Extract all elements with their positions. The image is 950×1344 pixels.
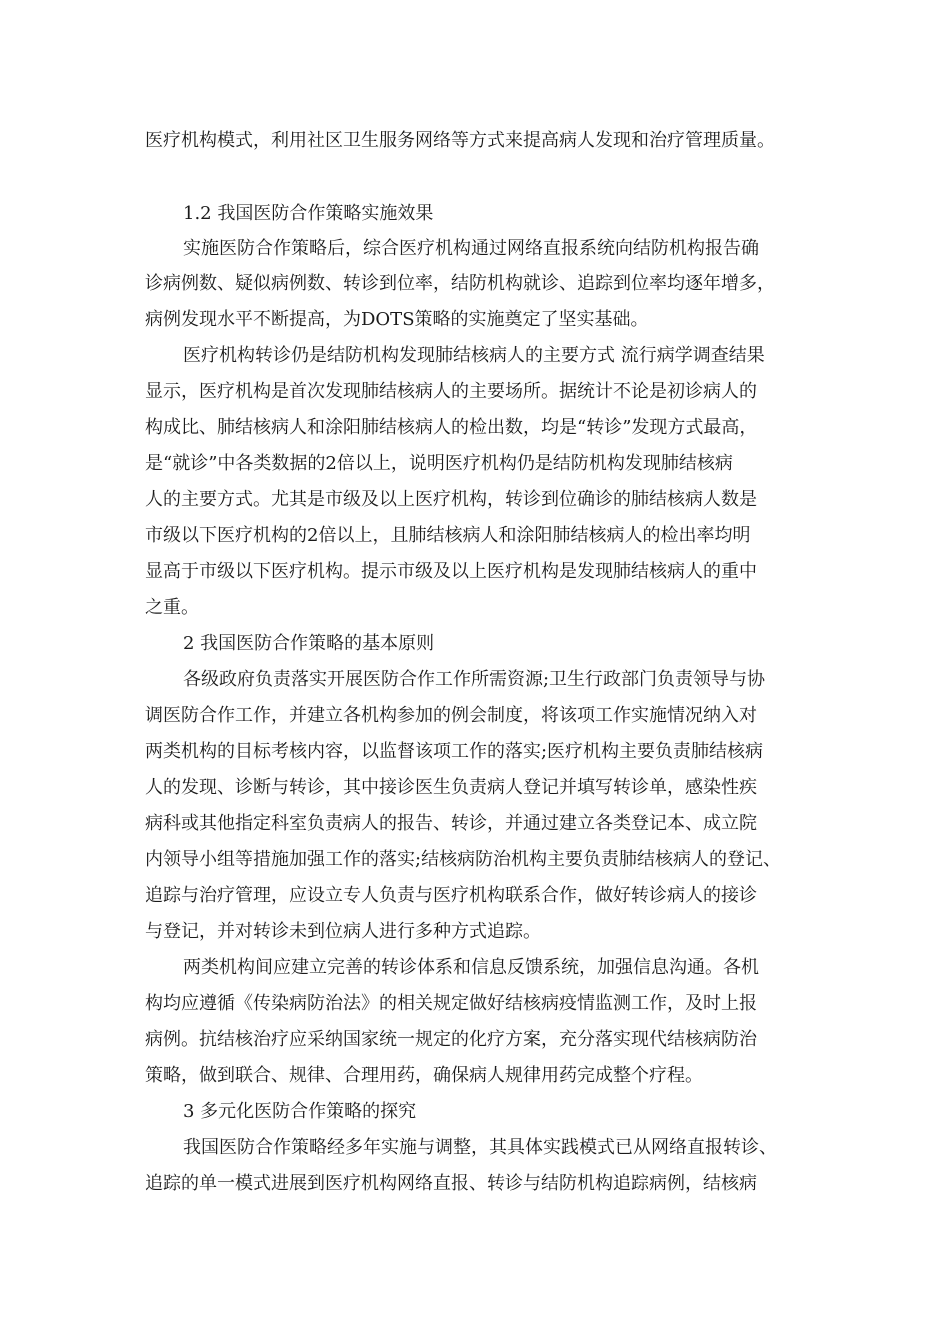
body-line: 病例。抗结核治疗应采纳国家统一规定的化疗方案，充分落实现代结核病防治 — [145, 1029, 757, 1050]
body-line: 市级以下医疗机构的2倍以上，且肺结核病人和涂阳肺结核病人的检出率均明 — [145, 525, 751, 546]
body-line: 构成比、肺结核病人和涂阳肺结核病人的检出数，均是“转诊”发现方式最高， — [145, 417, 758, 438]
body-line: 追踪与治疗管理，应设立专人负责与医疗机构联系合作，做好转诊病人的接诊 — [145, 885, 757, 906]
body-line: 病科或其他指定科室负责病人的报告、转诊，并通过建立各类登记本、成立院 — [145, 813, 757, 834]
section-heading-2: 2 我国医防合作策略的基本原则 — [183, 633, 435, 654]
body-line: 医疗机构转诊仍是结防机构发现肺结核病人的主要方式 流行病学调查结果 — [183, 345, 765, 366]
body-line: 显示，医疗机构是首次发现肺结核病人的主要场所。据统计不论是初诊病人的 — [145, 381, 757, 402]
body-line: 之重。 — [145, 597, 199, 618]
body-line: 人的发现、诊断与转诊，其中接诊医生负责病人登记并填写转诊单，感染性疾 — [145, 777, 757, 798]
body-line: 我国医防合作策略经多年实施与调整，其具体实践模式已从网络直报转诊、 — [183, 1137, 777, 1158]
body-line: 显高于市级以下医疗机构。提示市级及以上医疗机构是发现肺结核病人的重中 — [145, 561, 757, 582]
body-line: 各级政府负责落实开展医防合作工作所需资源;卫生行政部门负责领导与协 — [183, 669, 766, 690]
body-line: 人的主要方式。尤其是市级及以上医疗机构，转诊到位确诊的肺结核病人数是 — [145, 489, 757, 510]
body-line: 实施医防合作策略后，综合医疗机构通过网络直报系统向结防机构报告确 — [183, 238, 759, 259]
body-line: 构均应遵循《传染病防治法》的相关规定做好结核病疫情监测工作，及时上报 — [145, 993, 757, 1014]
body-line: 追踪的单一模式进展到医疗机构网络直报、转诊与结防机构追踪病例，结核病 — [145, 1173, 757, 1194]
body-line: 与登记，并对转诊未到位病人进行多种方式追踪。 — [145, 921, 541, 942]
body-line: 是“就诊”中各类数据的2倍以上，说明医疗机构仍是结防机构发现肺结核病 — [145, 453, 733, 474]
body-line: 策略，做到联合、规律、合理用药，确保病人规律用药完成整个疗程。 — [145, 1065, 703, 1086]
body-line: 医疗机构模式，利用社区卫生服务网络等方式来提高病人发现和治疗管理质量。 — [145, 130, 775, 151]
section-heading-1-2: 1.2 我国医防合作策略实施效果 — [183, 203, 434, 224]
body-line: 病例发现水平不断提高，为DOTS策略的实施奠定了坚实基础。 — [145, 309, 649, 330]
section-heading-3: 3 多元化医防合作策略的探究 — [183, 1101, 417, 1122]
body-line: 两类机构的目标考核内容，以监督该项工作的落实;医疗机构主要负责肺结核病 — [145, 741, 764, 762]
body-line: 内领导小组等措施加强工作的落实;结核病防治机构主要负责肺结核病人的登记、 — [145, 849, 782, 870]
body-line: 诊病例数、疑似病例数、转诊到位率，结防机构就诊、追踪到位率均逐年增多， — [145, 273, 775, 294]
body-line: 调医防合作工作，并建立各机构参加的例会制度，将该项工作实施情况纳入对 — [145, 705, 757, 726]
body-line: 两类机构间应建立完善的转诊体系和信息反馈系统，加强信息沟通。各机 — [183, 957, 759, 978]
